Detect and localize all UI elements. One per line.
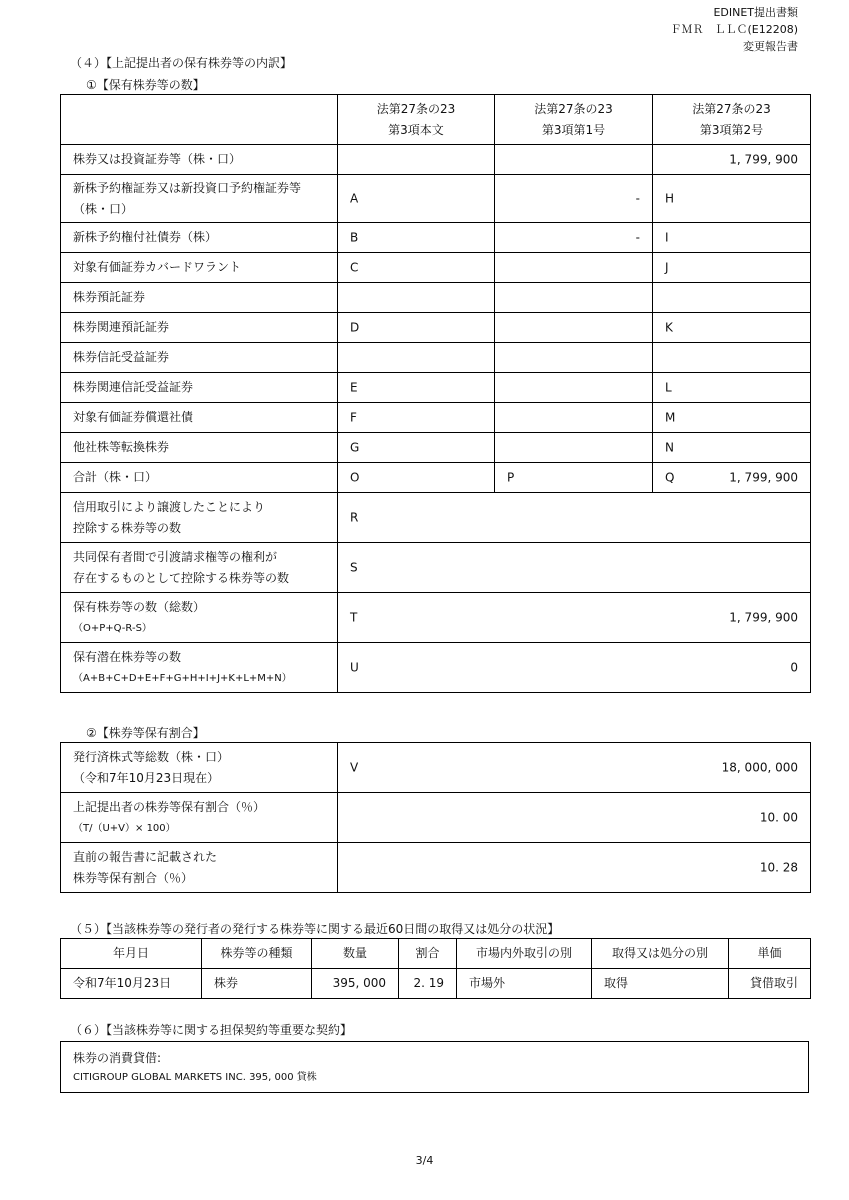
cell-value: 1, 799, 900: [729, 470, 798, 484]
row-label-line: （O+P+Q-R-S）: [73, 622, 152, 634]
value-cell: [495, 463, 653, 493]
value-cell: [653, 343, 811, 373]
row-label: [61, 223, 338, 253]
document-header: [670, 4, 798, 55]
holdings-header-row: [61, 95, 811, 145]
cell-value: 0: [790, 660, 798, 674]
row-label: [61, 643, 338, 693]
value-cell: [653, 175, 811, 223]
table-row: [61, 253, 811, 283]
value-cell: [495, 145, 653, 175]
row-label-line: 信用取引により譲渡したことにより: [73, 499, 266, 514]
cell-letter: V: [350, 760, 359, 774]
value-cell: [338, 403, 495, 433]
row-label-line: 株券又は投資証券等（株・口）: [73, 152, 242, 166]
row-label-line: 新株予約権付社債券（株）: [73, 230, 218, 244]
row-label: [61, 793, 338, 843]
row-label: [61, 493, 338, 543]
cell-value: 1, 799, 900: [729, 610, 798, 624]
row-label-line: 株券預託証券: [73, 290, 146, 304]
cell-letter: U: [350, 660, 359, 674]
value-cell: [338, 145, 495, 175]
cell-letter: O: [350, 470, 360, 484]
row-label: [61, 145, 338, 175]
value-cell: [653, 313, 811, 343]
table-row: [61, 373, 811, 403]
row-label-line: 対象有価証券償還社債: [73, 410, 194, 424]
cell-letter: P: [507, 470, 515, 484]
row-label-line: 発行済株式等総数（株・口）: [73, 749, 230, 764]
cell-value: -: [635, 230, 640, 244]
cell-letter: K: [665, 320, 673, 334]
cell-value: 18, 000, 000: [721, 760, 798, 774]
section-4-title: （４）【上記提出者の保有株券等の内訳】: [70, 56, 293, 70]
cell-value: -: [635, 191, 640, 205]
cell-letter: E: [350, 380, 358, 394]
table-row: [61, 463, 811, 493]
transactions-cell: 2. 19: [399, 969, 457, 999]
transactions-column-header: 取得又は処分の別: [592, 939, 729, 969]
value-cell: [338, 223, 495, 253]
table-row: [61, 175, 811, 223]
table-row: [61, 145, 811, 175]
cell-letter: M: [665, 410, 676, 424]
row-label: [61, 403, 338, 433]
holdings-count-table: [60, 94, 811, 693]
transactions-column-header: 年月日: [61, 939, 202, 969]
table-row: [61, 843, 811, 893]
cell-letter: J: [665, 260, 669, 274]
transactions-cell: 395, 000: [312, 969, 399, 999]
row-label-line: 対象有価証券カバードワラント: [73, 260, 242, 274]
row-label: [61, 373, 338, 403]
value-cell: [338, 793, 811, 843]
value-cell: [338, 175, 495, 223]
holding-ratio-table: [60, 742, 811, 893]
header-line-edinet: EDINET提出書類: [713, 6, 798, 19]
row-label: [61, 543, 338, 593]
section-4-2-title: ②【株券等保有割合】: [86, 726, 205, 740]
value-cell: [495, 373, 653, 403]
cell-letter: A: [350, 191, 359, 205]
transactions-column-header: 数量: [312, 939, 399, 969]
row-label-line: 保有潜在株券等の数: [73, 649, 182, 664]
row-label-line: 存在するものとして控除する株券等の数: [73, 570, 290, 585]
value-cell: [338, 253, 495, 283]
value-cell: [338, 463, 495, 493]
table-row: [61, 593, 811, 643]
row-label-line: 控除する株券等の数: [73, 520, 182, 535]
row-label-line: 株券関連預託証券: [73, 320, 170, 334]
transactions-header-row: [61, 939, 811, 969]
header-line-filer: ＦＭＲ ＬＬＣ(E12208): [670, 23, 798, 36]
value-cell: [495, 403, 653, 433]
important-contracts-box: [60, 1041, 809, 1093]
row-label-line: 株券等保有割合（％）: [73, 870, 194, 885]
row-label-line: 合計（株・口）: [73, 470, 158, 484]
value-cell: [653, 283, 811, 313]
cell-letter: N: [665, 440, 674, 454]
value-cell: [338, 593, 811, 643]
transactions-column-header: 株券等の種類: [202, 939, 312, 969]
value-cell: [653, 463, 811, 493]
value-cell: [495, 343, 653, 373]
value-cell: [338, 843, 811, 893]
table-row: [61, 543, 811, 593]
row-label: [61, 313, 338, 343]
value-cell: [338, 643, 811, 693]
row-label: [61, 593, 338, 643]
cell-letter: H: [665, 191, 675, 205]
transactions-column-header: 割合: [399, 939, 457, 969]
cell-letter: T: [350, 610, 358, 624]
transactions-cell: 市場外: [457, 969, 592, 999]
table-row: [61, 343, 811, 373]
cell-letter: I: [665, 230, 669, 244]
value-cell: [338, 343, 495, 373]
row-label-line: 株券関連信託受益証券: [73, 380, 194, 394]
value-cell: [653, 253, 811, 283]
cell-letter: D: [350, 320, 360, 334]
row-label: [61, 343, 338, 373]
section-6-title: （６）【当該株券等に関する担保契約等重要な契約】: [70, 1023, 353, 1037]
transactions-cell: 取得: [592, 969, 729, 999]
row-label-line: 直前の報告書に記載された: [73, 849, 218, 864]
table-row: [61, 969, 811, 999]
value-cell: [338, 543, 811, 593]
table-row: [61, 283, 811, 313]
transactions-table: [60, 938, 811, 999]
cell-letter: G: [350, 440, 360, 454]
row-label-line: 共同保有者間で引渡請求権等の権利が: [73, 549, 278, 564]
cell-value: 10. 28: [759, 860, 798, 874]
cell-letter: C: [350, 260, 359, 274]
row-label: [61, 843, 338, 893]
value-cell: [495, 253, 653, 283]
row-label-line: （令和7年10月23日現在）: [73, 770, 220, 785]
row-label-line: （株・口）: [73, 201, 134, 216]
row-label-line: 上記提出者の株券等保有割合（％）: [73, 799, 266, 814]
value-cell: [653, 433, 811, 463]
value-cell: [495, 223, 653, 253]
section-5-title: （５）【当該株券等の発行者の発行する株券等に関する最近60日間の取得又は処分の状況】: [70, 922, 560, 936]
transactions-column-header: 市場内外取引の別: [457, 939, 592, 969]
value-cell: [495, 433, 653, 463]
value-cell: [495, 313, 653, 343]
cell-letter: F: [350, 410, 357, 424]
row-label-line: （T/（U+V）× 100）: [73, 822, 176, 834]
row-label-line: 株券信託受益証券: [73, 350, 170, 364]
value-cell: [653, 223, 811, 253]
row-label-line: 保有株券等の数（総数）: [73, 599, 206, 614]
cell-value: 1, 799, 900: [729, 152, 798, 166]
header-blank-cell: [61, 95, 338, 145]
value-cell: [338, 433, 495, 463]
table-row: [61, 223, 811, 253]
value-cell: [653, 145, 811, 175]
row-label: [61, 463, 338, 493]
section-4-1-title: ①【保有株券等の数】: [86, 78, 205, 92]
contract-line-2: CITIGROUP GLOBAL MARKETS INC. 395, 000 貸株: [73, 1072, 317, 1083]
table-row: [61, 313, 811, 343]
transactions-cell: 令和7年10月23日: [61, 969, 202, 999]
row-label: [61, 175, 338, 223]
transactions-cell: 株券: [202, 969, 312, 999]
transactions-column-header: 単価: [729, 939, 811, 969]
row-label: [61, 253, 338, 283]
table-row: [61, 793, 811, 843]
row-label-line: （A+B+C+D+E+F+G+H+I+J+K+L+M+N）: [73, 672, 292, 684]
header-line-doctype: 変更報告書: [743, 40, 798, 53]
cell-letter: B: [350, 230, 359, 244]
row-label-line: 新株予約権証券又は新投資口予約権証券等: [73, 180, 302, 195]
value-cell: [338, 313, 495, 343]
table-row: [61, 493, 811, 543]
cell-value: 10. 00: [759, 810, 798, 824]
col-header-item1: 法第27条の23 第3項第1号: [495, 95, 653, 145]
value-cell: [495, 283, 653, 313]
row-label: [61, 283, 338, 313]
cell-letter: L: [665, 380, 672, 394]
col-header-main: 法第27条の23 第3項本文: [338, 95, 495, 145]
contract-line-1: 株券の消費貸借:: [73, 1051, 162, 1065]
value-cell: [653, 373, 811, 403]
table-row: [61, 643, 811, 693]
cell-letter: Q: [665, 470, 675, 484]
table-row: [61, 433, 811, 463]
transactions-cell: 貸借取引: [729, 969, 811, 999]
row-label-line: 他社株等転換株券: [73, 440, 170, 454]
value-cell: [338, 373, 495, 403]
table-row: [61, 743, 811, 793]
page-number: 3/4: [415, 1154, 434, 1167]
row-label: [61, 433, 338, 463]
cell-letter: S: [350, 560, 358, 574]
value-cell: [338, 743, 811, 793]
row-label: [61, 743, 338, 793]
value-cell: [338, 493, 811, 543]
table-row: [61, 403, 811, 433]
value-cell: [338, 283, 495, 313]
value-cell: [495, 175, 653, 223]
value-cell: [653, 403, 811, 433]
cell-letter: R: [350, 510, 359, 524]
col-header-item2: 法第27条の23 第3項第2号: [653, 95, 811, 145]
